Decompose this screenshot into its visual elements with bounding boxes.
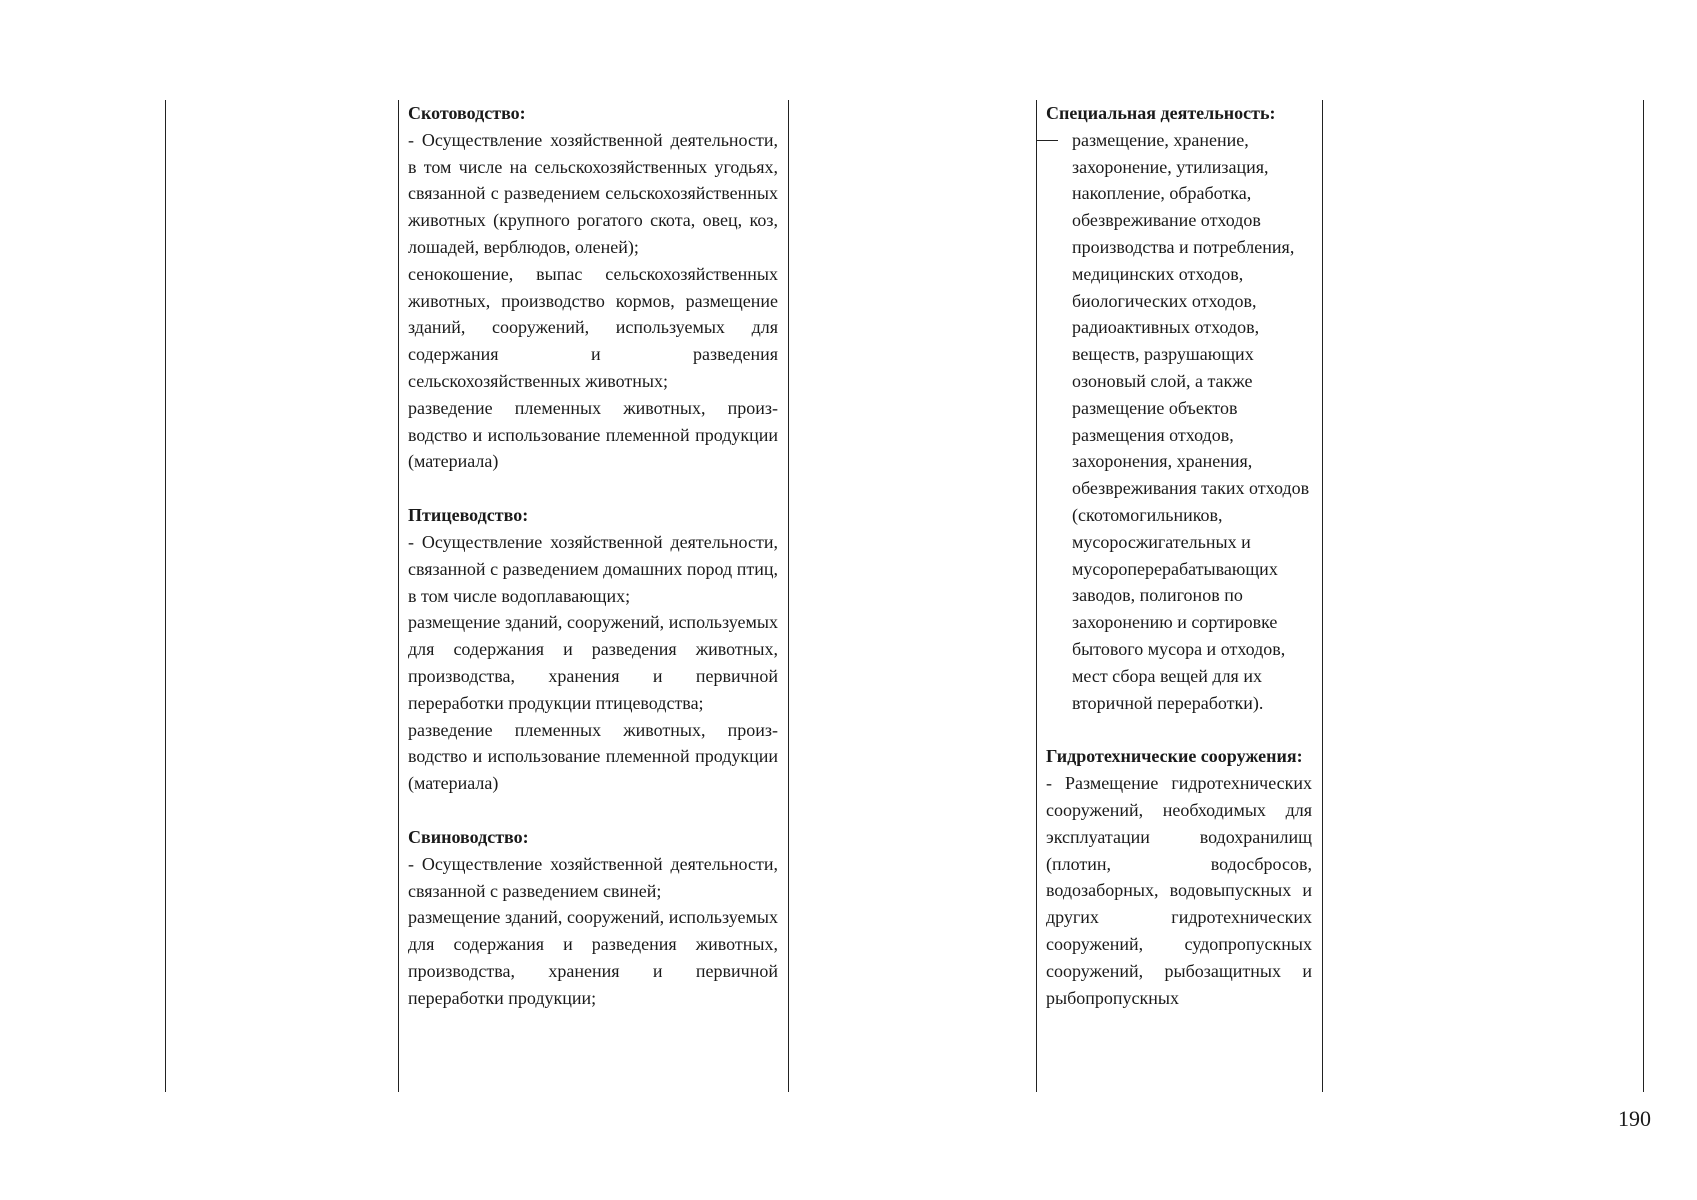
right-text-column	[1046, 100, 1312, 1011]
left-table-border	[165, 100, 166, 1092]
left-text-column	[408, 100, 778, 1012]
section-heading-hydro-structures: Гидротехнические сооружения:	[1046, 746, 1303, 767]
section-gap	[408, 797, 778, 824]
dash-bullet	[1036, 140, 1058, 141]
paragraph: - Осуществление хозяйственной деятельности, в том числе на сельскохозяйственных угодьях, связанной с разведением сельскохозяйственных животных (крупного рогатого скота, овец, коз, лошадей, верблюдов, оленей);	[408, 129, 778, 257]
paragraph: - Размещение гидротехнических сооружений, необходимых для эксплуатации водохранилищ (плотин, водосбросов, водозаборных, водовыпускных и других гидротехнических сооружений, судопропускных сооружений, рыбозащитных и рыбопропускных	[1046, 773, 1312, 1008]
section-heading-special-activity: Специальная деятельность:	[1046, 103, 1276, 123]
section-gap	[408, 475, 778, 502]
paragraph: - Осуществление хозяйственной деятельности, связанной с разведением домашних пород птиц, в том числе водоплавающих;	[408, 531, 778, 606]
list-item	[1046, 127, 1312, 717]
paragraph: размещение зданий, сооружений, используемых для содержания и разведения животных, производства, хранения и первичной переработки продукции птицеводства;	[408, 612, 778, 713]
section-heading-livestock: Скотоводство:	[408, 103, 526, 123]
right-table-border	[1643, 100, 1644, 1092]
page-number: 190	[1618, 1106, 1651, 1131]
section-heading-pig-farming: Свиноводство:	[408, 826, 529, 847]
paragraph: разведение племенных животных, производство и использование племенной продукции (материала)	[408, 397, 778, 472]
list-item-text: размещение, хранение, захоронение, утилизация, накопление, обработка, обезвреживание отходов производства и потребления, медицинских отходов, биологических отходов, радиоактивных отходов, веществ, разрушающих озоновый слой, а также размещение объектов размещения отходов, захоронения, хранения, обезвреживания таких отходов (скотомогильников, мусоросжигательных и мусороперерабатывающих заводов, полигонов по захоронению и сортировке бытового мусора и отходов, мест сбора вещей для их вторичной переработки).	[1072, 129, 1310, 713]
paragraph: - Осуществление хозяйственной деятельности, связанной с разведением свиней;	[408, 853, 778, 901]
section-gap	[1046, 716, 1312, 743]
right-column-divider	[1322, 100, 1323, 1092]
right-column-left-border	[1036, 100, 1037, 1092]
left-column-right-border	[788, 100, 789, 1092]
paragraph: сенокошение, выпас сельскохозяйственных животных, производство кормов, размещение зданий, сооружений, используемых для содержания и разведения сельскохозяйственных животных;	[408, 263, 778, 391]
paragraph: размещение зданий, сооружений, используемых для содержания и разведения животных, производства, хранения и первичной переработки продукции;	[408, 907, 778, 1008]
left-column-divider	[398, 100, 399, 1092]
section-heading-poultry: Птицеводство:	[408, 505, 529, 526]
paragraph: разведение племенных животных, производство и использование племенной продукции (материала)	[408, 719, 778, 794]
